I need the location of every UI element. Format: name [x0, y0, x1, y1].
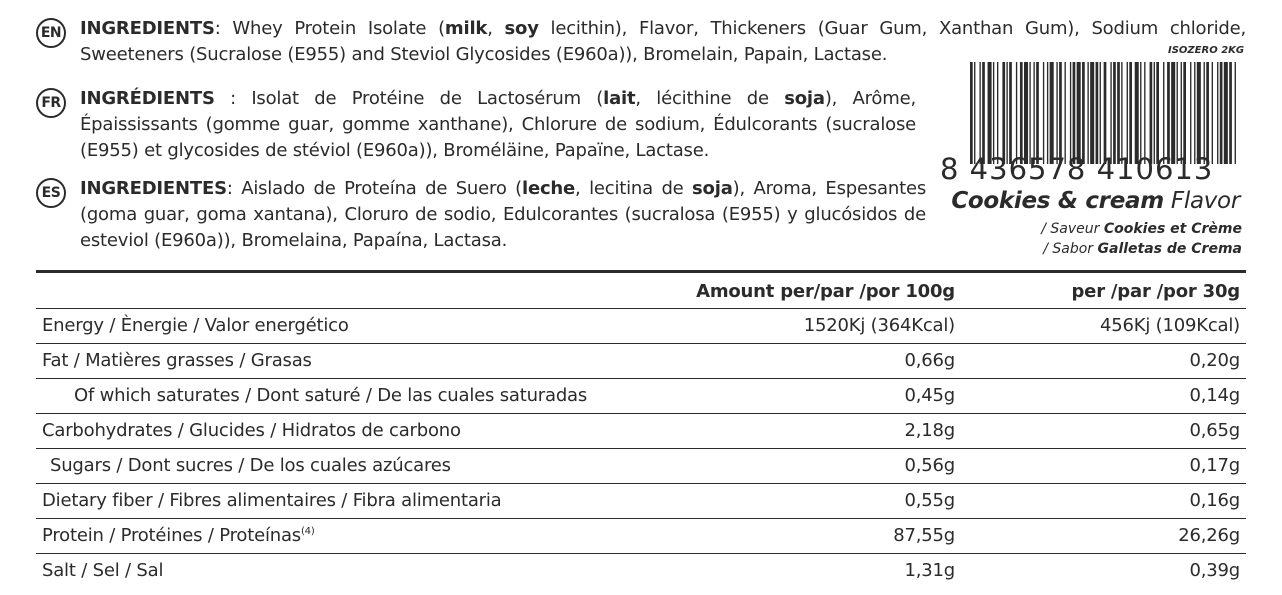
ingredients-es [36, 176, 926, 254]
barcode-bar [1087, 62, 1088, 164]
barcode-bar [1024, 62, 1028, 164]
table-row [36, 448, 1246, 483]
barcode-bar [1156, 62, 1159, 164]
barcode-bar [1235, 62, 1236, 164]
nutrient-name: Dietary fiber / Fibres alimentaires / Fibra alimentaria [36, 483, 661, 518]
flavor-subtitle-fr: / Saveur Cookies et Crème [1041, 221, 1242, 237]
barcode-bar [1204, 62, 1205, 164]
barcode-bar [1113, 62, 1116, 164]
language-badge-fr: FR [36, 88, 66, 118]
nutrition-table [36, 276, 1246, 588]
barcode-bar [1110, 62, 1111, 164]
value-per-100g: 0,66g [661, 343, 961, 378]
barcode-bar [988, 62, 992, 164]
barcode-bar [1077, 62, 1081, 164]
ingredients-text-en: INGREDIENTS: Whey Protein Isolate (milk, soy lecithin), Flavor, Thickeners (Guar Gum, Xanthan Gum), Sodium chloride, Sweeteners (Sucralose (E955) and Steviol Glycosides (E960a)), Bromelain, Papain, Lactase. [80, 18, 1246, 65]
allergen: lait [603, 88, 636, 109]
table-row [36, 518, 1246, 553]
barcode-bar [1043, 62, 1044, 164]
value-per-30g: 0,39g [1189, 560, 1240, 582]
barcode-bar [1121, 62, 1122, 164]
barcode-bar [1090, 62, 1094, 164]
barcode-bar [1073, 62, 1076, 164]
barcode-bar [1036, 62, 1039, 164]
nutrient-name: Protein / Protéines / Proteínas$^{(4)}$ [36, 518, 661, 553]
table-row [36, 378, 1246, 413]
table-row [36, 308, 1246, 343]
barcode-bar [1229, 62, 1232, 164]
nutrient-name: Fat / Matières grasses / Grasas [36, 343, 661, 378]
value-per-100g: 0,56g [661, 448, 961, 483]
barcode-bar [1183, 62, 1186, 164]
footnote-marker: (4) [300, 526, 315, 537]
barcode-bar [1047, 62, 1048, 164]
barcode-bar [1220, 62, 1223, 164]
ingredients-en [36, 16, 1246, 68]
table-row [36, 343, 1246, 378]
table-row [36, 553, 1246, 588]
nutrient-name: Sugars / Dont sucres / De los cuales azúcares [36, 448, 661, 483]
product-code: ISOZERO 2KG [1168, 45, 1245, 56]
barcode-bar [1029, 62, 1030, 164]
nutrition-header-row [36, 276, 1246, 308]
barcode-bar [1171, 62, 1175, 164]
value-per-30g: 0,14g [961, 378, 1246, 413]
barcode-bar [1194, 62, 1195, 164]
allergen: soja [784, 88, 825, 109]
barcode-bar [1096, 62, 1099, 164]
barcode-image [968, 62, 1238, 164]
nutrient-name: Carbohydrates / Glucides / Hidratos de carbono [36, 413, 661, 448]
barcode-bar [1059, 62, 1062, 164]
barcode-bar [1050, 62, 1054, 164]
barcode-bar [979, 62, 980, 164]
value-per-30g: 26,26g [961, 518, 1246, 553]
language-badge-en: EN [36, 18, 66, 48]
barcode-bar [993, 62, 994, 164]
barcode-bar [997, 62, 998, 164]
barcode-bar [982, 62, 985, 164]
flavor-title: Cookies & cream Flavor [951, 188, 1240, 214]
nutrient-name: Salt / Sel / Sal [42, 560, 164, 582]
barcode-bar [1150, 62, 1153, 164]
value-per-30g: 0,65g [961, 413, 1246, 448]
header-per-100g: Amount per/par /por 100g [661, 276, 961, 308]
ingredients-fr [36, 86, 916, 164]
allergen: leche [521, 178, 576, 199]
barcode-bar [1002, 62, 1005, 164]
barcode-bar [1177, 62, 1178, 164]
barcode-bar [1144, 62, 1145, 164]
nutrient-name: Of which saturates / Dont saturé / De las cuales saturadas [36, 378, 661, 413]
barcode-bar [970, 62, 973, 164]
language-badge-es: ES [36, 178, 66, 208]
value-per-100g: 0,55g [661, 483, 961, 518]
value-per-100g: 2,18g [661, 413, 961, 448]
flavor-subtitle-es: / Sabor Galletas de Crema [1043, 241, 1242, 257]
barcode-bar [974, 62, 975, 164]
barcode-bar [1163, 62, 1164, 164]
barcode-bar [1100, 62, 1101, 164]
ingredients-text-es: INGREDIENTES: Aislado de Proteína de Suero (leche, lecitina de soja), Aroma, Espesantes (goma guar, goma xantana), Cloruro de sodio, Edulcorantes (sucralosa (E955) y glucósidos de esteviol (E960a)), Bromelaina, Papaína, Lactasa. [80, 178, 926, 251]
barcode-bar [1082, 62, 1085, 164]
barcode-bar [1127, 62, 1128, 164]
value-per-30g: 456Kj (109Kcal) [961, 308, 1246, 343]
allergen: soja [692, 178, 733, 199]
ingredients-label: INGRÉDIENTS [80, 88, 215, 109]
barcode-bar [1070, 62, 1071, 164]
value-per-100g: 0,45g [661, 378, 961, 413]
barcode-bar [1006, 62, 1007, 164]
barcode-bar [1167, 62, 1170, 164]
barcode-bar [1224, 62, 1228, 164]
barcode-bar [1020, 62, 1023, 164]
value-per-100g: 87,55g [661, 518, 961, 553]
header-per-30g: per /par /por 30g [961, 276, 1246, 308]
barcode-bar [1104, 62, 1107, 164]
barcode-bar [1065, 62, 1066, 164]
barcode-bar [1190, 62, 1191, 164]
barcode-bar [1117, 62, 1120, 164]
ingredients-label: INGREDIENTS [80, 18, 215, 39]
value-per-100g: 1,31g [904, 560, 955, 582]
value-per-30g: 0,16g [961, 483, 1246, 518]
barcode-bar [1135, 62, 1139, 164]
value-per-30g: 0,17g [961, 448, 1246, 483]
barcode-number: 8 436578 410613 [940, 152, 1214, 186]
allergen: soy [504, 18, 539, 39]
barcode-bar [1217, 62, 1218, 164]
table-row [36, 413, 1246, 448]
ingredients-label: INGREDIENTES [80, 178, 227, 199]
nutrition-top-rule [36, 270, 1246, 273]
barcode-bar [1033, 62, 1034, 164]
barcode-bar [1140, 62, 1141, 164]
barcode-bar [1154, 62, 1155, 164]
barcode-bar [1212, 62, 1213, 164]
ingredients-text-fr: INGRÉDIENTS : Isolat de Protéine de Lactosérum (lait, lécithine de soja), Arôme, Épaississants (gomme guar, gomme xanthane), Chlorure de sodium, Édulcorants (sucralose (E955) et glycosides de stéviol (E960a)), Broméläine, Papaïne, Lactase. [80, 88, 916, 161]
allergen: milk [444, 18, 488, 39]
barcode-bar [1056, 62, 1057, 164]
header-nutrient [36, 276, 661, 308]
barcode-bar [1016, 62, 1017, 164]
barcode-bar [1197, 62, 1201, 164]
barcode-bar [1206, 62, 1209, 164]
barcode-bar [1009, 62, 1012, 164]
value-per-100g: 1520Kj (364Kcal) [661, 308, 961, 343]
barcode-bar [1129, 62, 1132, 164]
barcode-bar [1181, 62, 1182, 164]
nutrient-name: Energy / Ènergie / Valor energético [36, 308, 661, 343]
table-row [36, 483, 1246, 518]
value-per-30g: 0,20g [961, 343, 1246, 378]
